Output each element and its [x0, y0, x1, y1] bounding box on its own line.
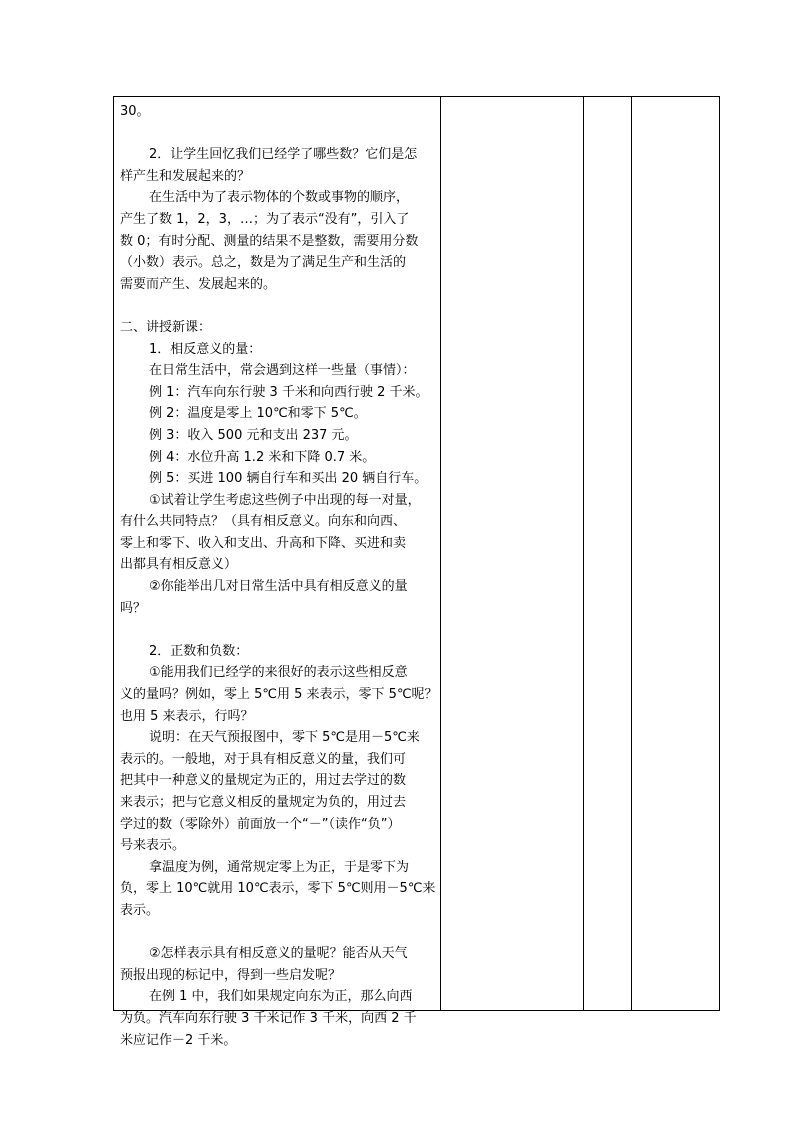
- text-line: 负，零上 10℃就用 10℃表示，零下 5℃则用－5℃来: [120, 881, 436, 897]
- blank-line: [120, 922, 434, 944]
- text-line: 2．正数和负数：: [149, 643, 249, 659]
- text-line: 1．相反意义的量：: [149, 341, 262, 357]
- text-line: 说明：在天气预报图中，零下 5℃是用－5℃来: [149, 730, 420, 746]
- text-line: 出都具有相反意义）: [120, 557, 238, 573]
- text-line: 产生了数 1，2，3，…；为了表示“没有”，引入了: [120, 211, 410, 227]
- text-line: 义的量吗？例如，零上 5℃用 5 来表示，零下 5℃呢？: [120, 687, 438, 703]
- text-line: 二、讲授新课：: [120, 319, 212, 335]
- text-line: ②怎样表示具有相反意义的量呢？能否从天气: [149, 946, 408, 962]
- column-divider: [440, 97, 441, 1010]
- text-line: 需要而产生、发展起来的。: [120, 276, 277, 292]
- lesson-table: [113, 96, 720, 1048]
- text-line: 数 0；有时分配、测量的结果不是整数，需要用分数: [120, 233, 419, 249]
- text-line: 号来表示。: [120, 838, 186, 854]
- text-line: 在生活中为了表示物体的个数或事物的顺序，: [149, 190, 410, 206]
- text-line: 在日常生活中，常会遇到这样一些量（事情）：: [149, 363, 416, 379]
- blank-line: [120, 123, 434, 145]
- text-line: 例 3：收入 500 元和支出 237 元。: [149, 427, 358, 443]
- text-line: 表示的。一般地，对于具有相反意义的量，我们可: [120, 751, 407, 767]
- text-line: 例 2：温度是零上 10℃和零下 5℃。: [149, 406, 367, 422]
- text-line: 例 1：汽车向东行驶 3 千米和向西行驶 2 千米。: [149, 384, 429, 400]
- column-divider: [583, 97, 584, 1010]
- text-line: 吗？: [120, 600, 147, 616]
- text-line: 也用 5 来表示，行吗？: [120, 708, 254, 724]
- text-line: 预报出现的标记中，得到一些启发呢？: [120, 967, 342, 983]
- text-line: 在例 1 中，我们如果规定向东为正，那么向西: [149, 989, 413, 1005]
- text-line: 有什么共同特点？（具有相反意义。向东和向西、: [120, 514, 407, 530]
- blank-line: [120, 619, 434, 641]
- text-line: 米应记作－2 千米。: [120, 1032, 237, 1048]
- lesson-content-cell: [114, 97, 440, 1048]
- text-line: 30。: [120, 104, 150, 119]
- text-line: ①试着让学生考虑这些例子中出现的每一对量，: [149, 492, 421, 508]
- text-line: 样产生和发展起来的？: [120, 168, 251, 184]
- text-line: 为负。汽车向东行驶 3 千米记作 3 千米，向西 2 千: [120, 1010, 417, 1026]
- text-line: 2．让学生回忆我们已经学了哪些数？它们是怎: [149, 147, 418, 163]
- blank-line: [120, 295, 434, 317]
- text-line: 拿温度为例，通常规定零上为正，于是零下为: [149, 859, 410, 875]
- text-line: 例 5：买进 100 辆自行车和买出 20 辆自行车。: [149, 471, 428, 487]
- text-line: 学过的数（零除外）前面放一个“－”（读作“负”）: [120, 816, 401, 832]
- text-line: 把其中一种意义的量规定为正的，用过去学过的数: [120, 773, 407, 789]
- text-line: 零上和零下、收入和支出、升高和下降、买进和卖: [120, 535, 407, 551]
- column-divider: [631, 97, 632, 1010]
- text-line: （小数）表示。总之，数是为了满足生产和生活的: [120, 255, 407, 271]
- text-line: 来表示；把与它意义相反的量规定为负的，用过去: [120, 795, 407, 810]
- text-line: 例 4：水位升高 1.2 米和下降 0.7 米。: [149, 449, 376, 465]
- text-line: 表示。: [120, 902, 160, 918]
- text-line: ①能用我们已经学的来很好的表示这些相反意: [149, 665, 408, 681]
- text-line: ②你能举出几对日常生活中具有相反意义的量: [149, 579, 408, 595]
